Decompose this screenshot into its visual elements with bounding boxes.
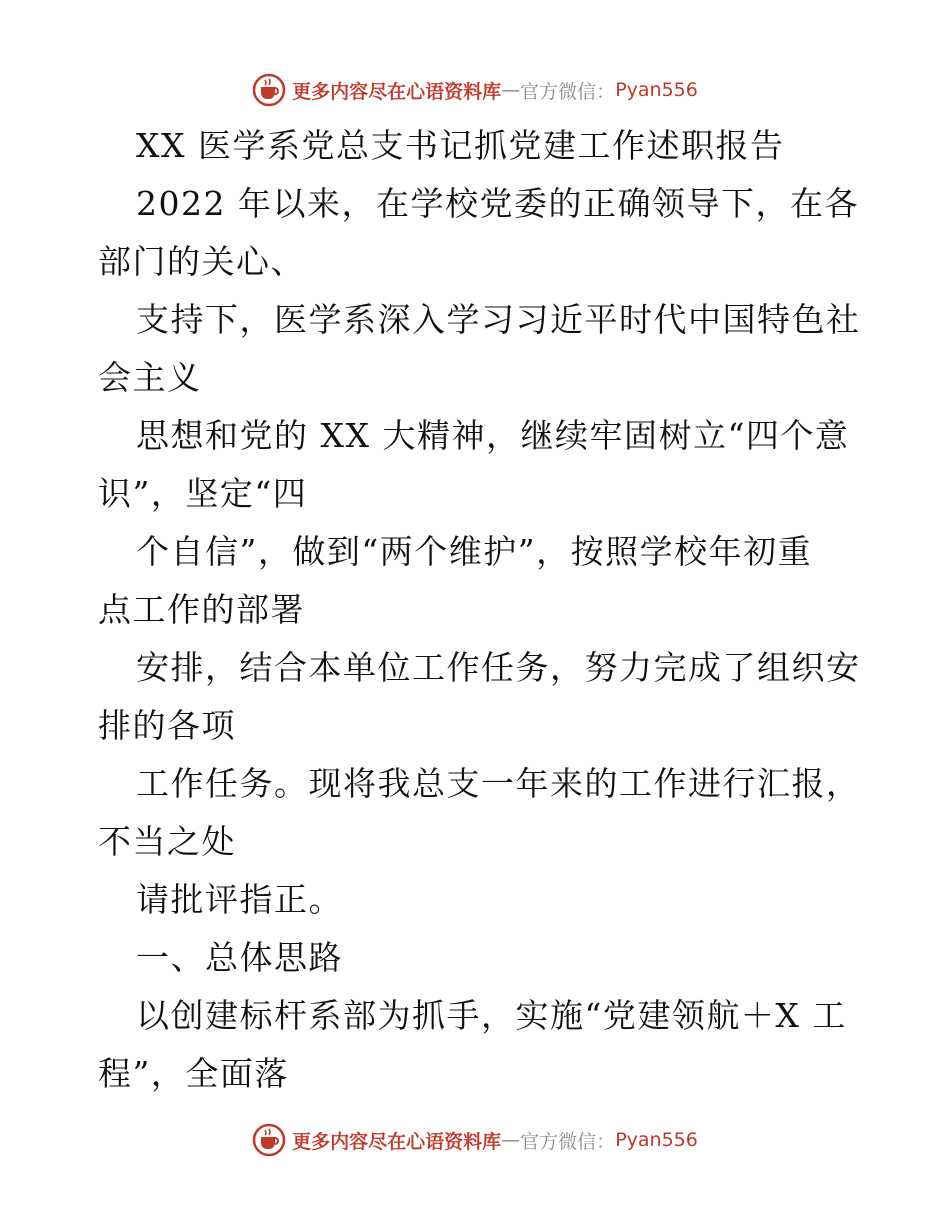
watermark-dash: — — [501, 1129, 521, 1151]
watermark-main-text: 更多内容尽在心语资料库 — [292, 1130, 502, 1153]
watermark-text — [292, 1127, 698, 1154]
watermark-label: 官方微信： — [520, 80, 616, 103]
watermark-dash: — — [501, 79, 521, 101]
paragraph-line: 工作任务。现将我总支一年来的工作进行汇报， — [136, 764, 861, 803]
paragraph-line: 识”，坚定“四 — [98, 474, 308, 513]
tea-cup-logo-icon — [252, 73, 286, 107]
section-heading: 一、总体思路 — [136, 938, 343, 977]
paragraph-line: 2022 年以来，在学校党委的正确领导下，在各 — [136, 184, 859, 223]
footer-watermark — [0, 1120, 950, 1160]
paragraph-line: 会主义 — [98, 358, 202, 397]
watermark-label: 官方微信： — [520, 1130, 616, 1153]
paragraph-line: 不当之处 — [98, 822, 236, 861]
watermark-wechat-id: Pyan556 — [615, 79, 698, 101]
paragraph-line: 支持下，医学系深入学习习近平时代中国特色社 — [136, 300, 861, 339]
watermark-text — [292, 77, 698, 104]
document-title: XX 医学系党总支书记抓党建工作述职报告 — [136, 126, 785, 165]
paragraph-line: 部门的关心、 — [98, 242, 305, 281]
paragraph-line: 安排，结合本单位工作任务，努力完成了组织安 — [136, 648, 861, 687]
paragraph-line: 个自信”，做到“两个维护”，按照学校年初重 — [136, 532, 813, 571]
paragraph-line: 点工作的部署 — [98, 590, 305, 629]
watermark-main-text: 更多内容尽在心语资料库 — [292, 80, 502, 103]
header-watermark — [0, 70, 950, 110]
paragraph-line: 排的各项 — [98, 706, 236, 745]
watermark-wechat-id: Pyan556 — [615, 1129, 698, 1151]
paragraph-line: 思想和党的 XX 大精神，继续牢固树立“四个意 — [136, 416, 850, 455]
paragraph-line: 程”，全面落 — [98, 1054, 289, 1093]
tea-cup-logo-icon — [252, 1123, 286, 1157]
paragraph-line: 请批评指正。 — [136, 880, 343, 919]
paragraph-line: 以创建标杆系部为抓手，实施“党建领航＋X 工 — [136, 996, 847, 1035]
